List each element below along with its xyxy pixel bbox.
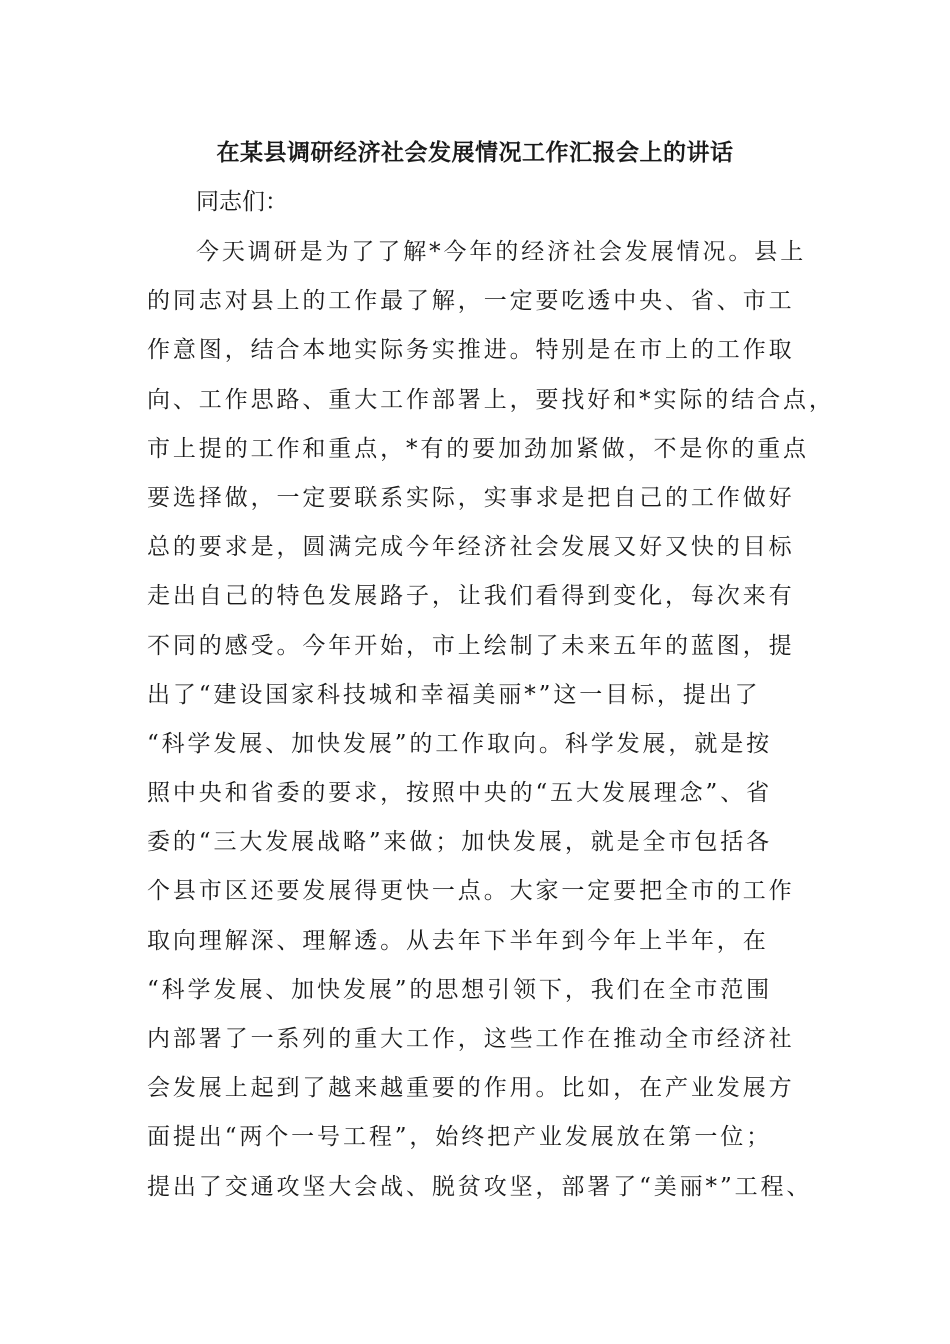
body-line: 出了“建设国家科技城和幸福美丽*”这一目标，提出了 xyxy=(147,681,761,708)
document-title: 在某县调研经济社会发展情况工作汇报会上的讲话 xyxy=(216,140,734,166)
body-line: 总的要求是，圆满完成今年经济社会发展又好又快的目标 xyxy=(147,534,795,561)
body-line: 要选择做，一定要联系实际，实事求是把自己的工作做好 xyxy=(147,484,795,511)
body-line: 不同的感受。今年开始，市上绘制了未来五年的蓝图，提 xyxy=(147,632,795,659)
body-line: 提出了交通攻坚大会战、脱贫攻坚，部署了“美丽*”工程、 xyxy=(147,1173,813,1200)
body-line: 向、工作思路、重大工作部署上，要找好和*实际的结合点， xyxy=(147,386,835,413)
body-line: 今天调研是为了了解*今年的经济社会发展情况。县上 xyxy=(196,239,807,265)
body-line: 会发展上起到了越来越重要的作用。比如，在产业发展方 xyxy=(147,1075,795,1102)
body-line: 委的“三大发展战略”来做；加快发展，就是全市包括各 xyxy=(147,829,773,856)
body-line: 作意图，结合本地实际务实推进。特别是在市上的工作取 xyxy=(147,337,795,364)
body-line: 面提出“两个一号工程”，始终把产业发展放在第一位； xyxy=(147,1124,773,1151)
body-line: 照中央和省委的要求，按照中央的“五大发展理念”、省 xyxy=(147,780,773,807)
body-line: 的同志对县上的工作最了解，一定要吃透中央、省、市工 xyxy=(147,288,795,315)
body-line: 取向理解深、理解透。从去年下半年到今年上半年，在 xyxy=(147,927,769,954)
body-line: “科学发展、加快发展”的思想引领下，我们在全市范围 xyxy=(147,976,773,1003)
body-line: 内部署了一系列的重大工作，这些工作在推动全市经济社 xyxy=(147,1026,795,1052)
body-line: 市上提的工作和重点，*有的要加劲加紧做，不是你的重点 xyxy=(147,435,809,462)
body-line: 走出自己的特色发展路子，让我们看得到变化，每次来有 xyxy=(147,583,795,610)
body-line: 个县市区还要发展得更快一点。大家一定要把全市的工作 xyxy=(147,878,795,905)
body-line: “科学发展、加快发展”的工作取向。科学发展，就是按 xyxy=(147,730,773,757)
body-paragraph xyxy=(147,232,835,1216)
salutation: 同志们： xyxy=(196,189,288,215)
